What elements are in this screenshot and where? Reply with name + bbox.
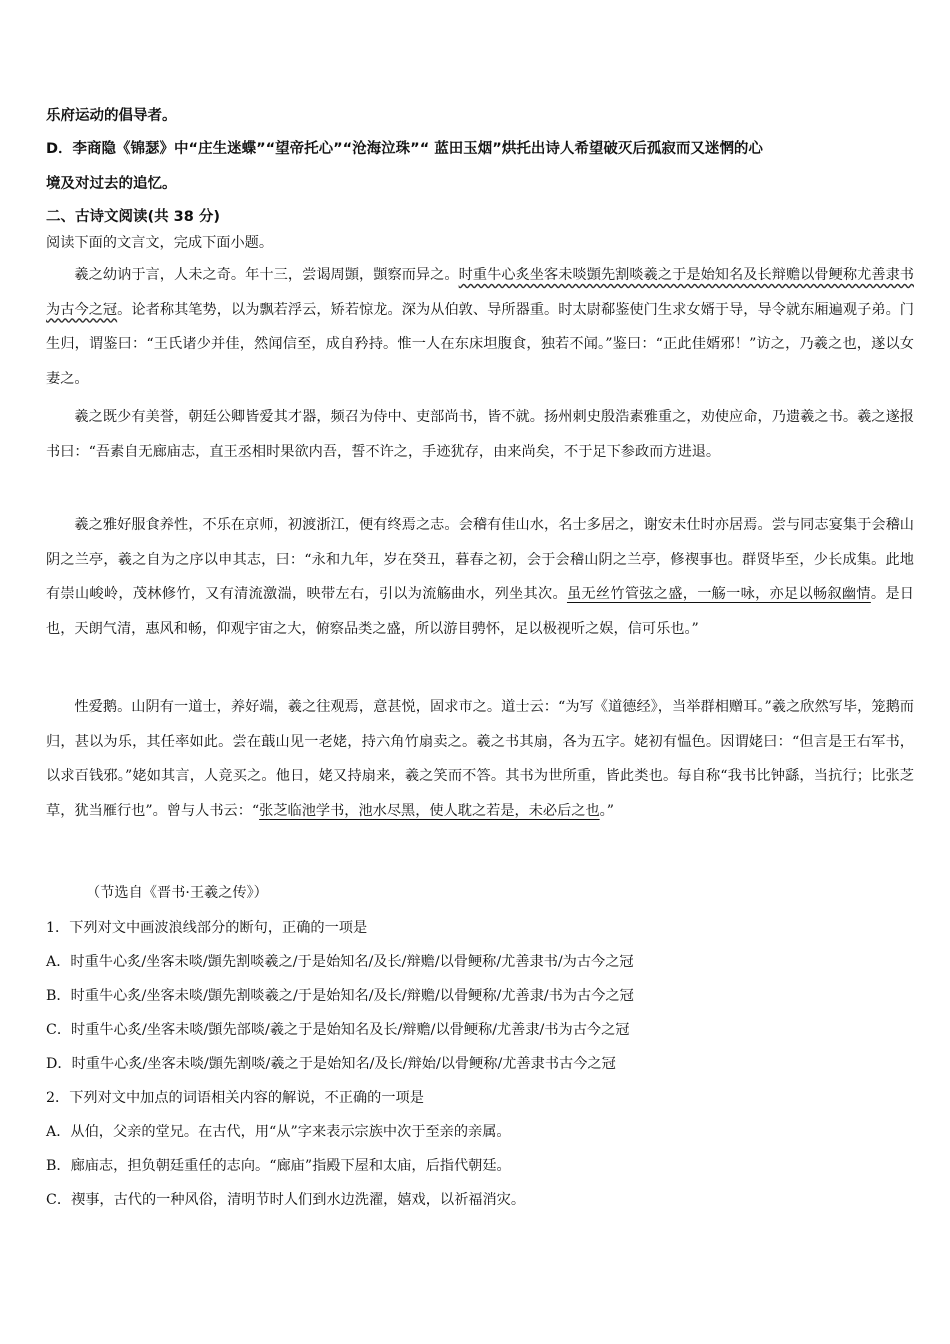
option-d-line2: 境及对过去的追忆。 (46, 176, 177, 192)
question-2-option-a: A．从伯，父亲的堂兄。在古代，用“从”字来表示宗族中次于至亲的亲属。 (46, 1124, 511, 1140)
section-heading: 二、古诗文阅读(共 38 分) (46, 209, 221, 225)
option-d-line1: D．李商隐《锦瑟》中“庄生迷蝶”“望帝托心”“沧海泣珠”“ 蓝田玉烟”烘托出诗人希望破灭后孤寂而又迷惘的心 (46, 141, 763, 157)
p3-text-a: 羲之雅好服食养性，不乐在京师，初渡浙江，便有终焉之志。会稽有佳山水，名士多居之，谢安未仕时亦居焉。尝与同志宴集于会稽山阴之兰亭，羲之自为之序以申其志，曰：“永和九年，岁在癸丑，暮春之初，会于会稽山阴之兰亭，修禊事也。群贤毕至，少长成集。此地有崇山峻岭，茂林修竹，又有清流激湍，映带左右，引以为流觞曲水，列坐其次。 (46, 517, 914, 602)
question-1-option-d: D．时重牛心炙/坐客未啖/顗先割啖/羲之于是始知名/及长/辩始/以骨鲠称/尤善隶书古今之冠 (46, 1056, 616, 1072)
question-2-stem: 2．下列对文中加点的词语相关内容的解说，不正确的一项是 (46, 1090, 424, 1106)
question-1-stem: 1．下列对文中画波浪线部分的断句，正确的一项是 (46, 920, 368, 936)
passage-paragraph-1 (46, 258, 914, 396)
passage-source: （节选自《晋书·王羲之传》） (86, 885, 268, 901)
question-2-option-c: C．禊事，古代的一种风俗，清明节时人们到水边洗濯，嬉戏，以祈福消灾。 (46, 1192, 526, 1208)
p3-text-b: 。是日也，天朗气清，惠风和畅，仰观宇宙之大，俯察品类之盛，所以游目骋怀，足以极视听之娱，信可乐也。” (46, 586, 914, 637)
underlined-sentence-2: 张芝临池学书，池水尽黑，使人耽之若是，未必后之也 (259, 802, 600, 819)
p1-text-a: 羲之幼讷于言，人未之奇。年十三，尝谒周顗，顗察而异之。 (74, 267, 459, 283)
underlined-sentence-1: 虽无丝竹管弦之盛，一觞一咏，亦足以畅叙幽情 (566, 586, 871, 602)
passage-paragraph-2: 羲之既少有美誉，朝廷公卿皆爱其才器，频召为侍中、吏部尚书，皆不就。扬州刺史殷浩素雅重之，劝使应命，乃遗羲之书。羲之遂报书曰：“吾素自无廊庙志，直王丞相时果欲内吾，誓不许之，手迹犹存，由来尚矣，不于足下参政而方进退。 (46, 409, 914, 460)
question-1-option-c: C．时重牛心炙/坐客未啖/顗先部啖/羲之于是始知名及长/辩赡/以骨鲠称/尤善隶/书为古今之冠 (46, 1022, 630, 1038)
p1-text-b: 。论者称其笔势，以为飘若浮云，矫若惊龙。深为从伯敦、导所器重。时太尉郗鉴使门生求女婿于导，导令就东厢遍观子弟。门生归，谓鉴曰：“王氏诸少并佳，然闻信至，成自矜持。惟一人在东床坦腹食，独若不闻。”鉴曰：“正此佳婿邪！”访之，乃羲之也，遂以女妻之。 (46, 301, 914, 387)
question-2-option-b: B．廊庙志，担负朝廷重任的志向。“廊庙”指殿下屋和太庙，后指代朝廷。 (46, 1158, 511, 1174)
p4-text-a: 性爱鹅。山阴有一道士，养好端，羲之往观焉，意甚悦，固求市之。道士云：“为写《道德经》，当举群相赠耳。”羲之欣然写毕，笼鹅而归，甚以为乐，其任率如此。尝在蕺山见一老姥，持六角竹扇卖之。羲之书其扇，各为五字。姥初有愠色。因谓姥曰：“但言是王右军书，以求百钱邪。”姥如其言，人竞买之。他日，姥又持扇来，羲之笑而不答。其书为世所重，皆此类也。每自称“我书比钟繇，当抗行；比张芝草，犹当雁行也”。曾与人书云：“ (46, 699, 914, 819)
question-1-option-b: B．时重牛心炙/坐客未啖/顗先割啖羲之/于是始知名/及长/辩赡/以骨鲠称/尤善隶/书为古今之冠 (46, 988, 634, 1004)
passage-paragraph-4 (46, 690, 914, 828)
option-c-tail: 乐府运动的倡导者。 (46, 108, 177, 124)
passage-paragraph-3 (46, 508, 914, 646)
section-instruction: 阅读下面的文言文，完成下面小题。 (46, 235, 274, 251)
question-1-option-a: A．时重牛心炙/坐客未啖/顗先割啖羲之/于是始知名/及长/辩赡/以骨鲠称/尤善隶书/为古今之冠 (46, 954, 634, 970)
p4-text-b: 。” (599, 802, 614, 819)
wavy-underlined-sentence: 时重牛心炙坐客未啖顗先割啖羲之于是始知名及长辩赡以骨鲠称尤善隶书为古今之冠 (46, 267, 914, 318)
